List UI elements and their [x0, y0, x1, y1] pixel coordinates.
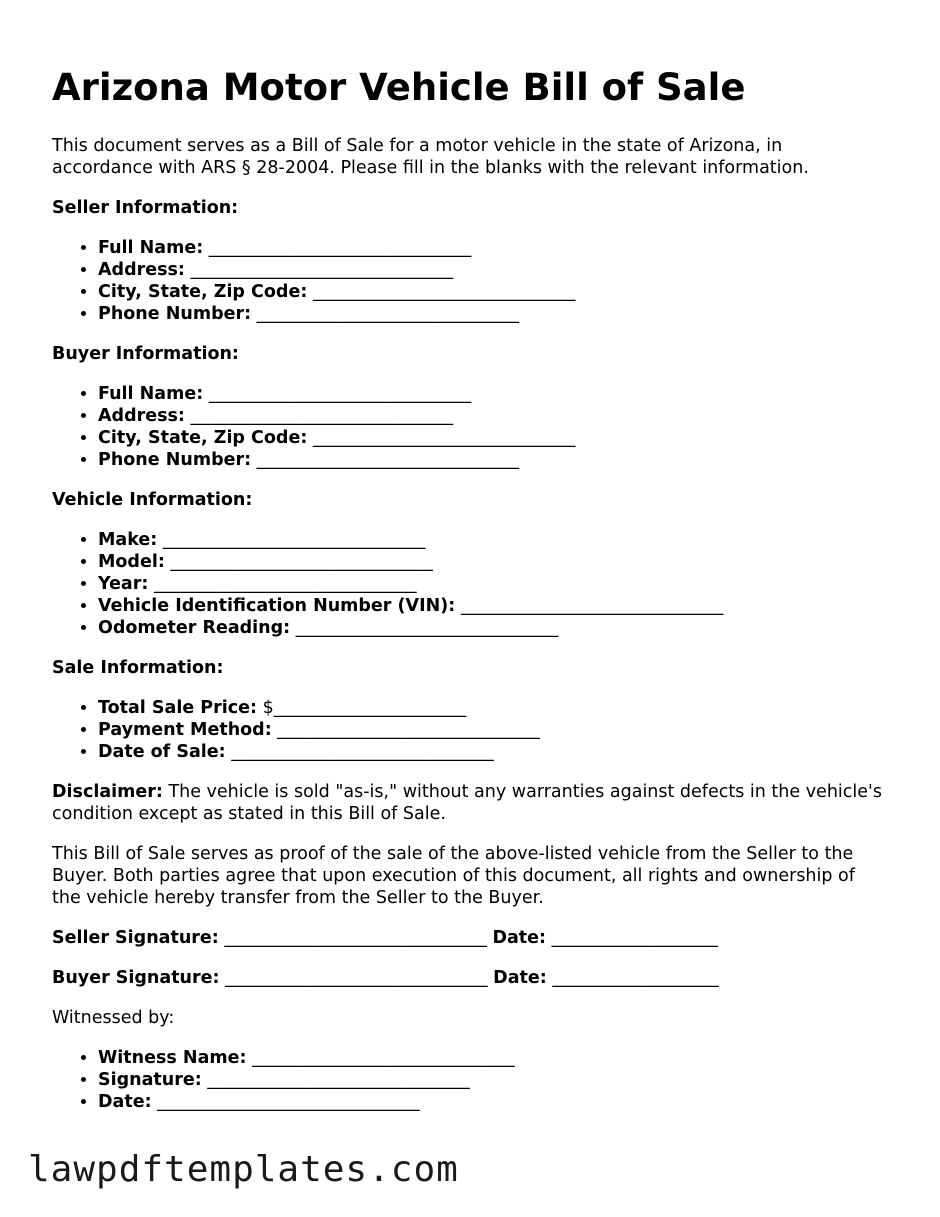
field-label: Phone Number: [98, 450, 252, 470]
disclaimer-text: The vehicle is sold "as-is," without any warranties against defects in the vehicle's condition except as stated in this Bill of Sale. [52, 782, 882, 824]
field-label: Address: [98, 260, 185, 280]
vehicle-heading: Vehicle Information: [52, 490, 253, 510]
buyer-date-blank: ___________________ [552, 968, 719, 988]
field-label: Witness Name: [98, 1048, 247, 1068]
field-label: Total Sale Price: [98, 698, 257, 718]
proof-paragraph: This Bill of Sale serves as proof of the sale of the above-listed vehicle from the Seller to the Buyer. Both parties agree that upon execution of this document, all rights and ownership of the vehicle hereby transfer from the Seller to the Buyer. [52, 844, 855, 908]
buyer-signature-blank: ______________________________ [225, 968, 488, 988]
field-label: Odometer Reading: [98, 618, 291, 638]
field-label: Make: [98, 530, 158, 550]
seller-date-label: Date: [492, 928, 547, 948]
seller-date-blank: ___________________ [551, 928, 718, 948]
vehicle-vin-field[interactable] [98, 595, 882, 617]
witness-name-field[interactable] [98, 1047, 882, 1069]
field-label: Model: [98, 552, 165, 572]
field-label: City, State, Zip Code: [98, 282, 308, 302]
field-label: Payment Method: [98, 720, 272, 740]
site-watermark: lawpdftemplates.com [28, 1149, 459, 1190]
document-title: Arizona Motor Vehicle Bill of Sale [52, 66, 746, 109]
seller-signature-line[interactable] [52, 927, 882, 949]
seller-signature-label: Seller Signature: [52, 928, 219, 948]
witness-signature-field[interactable] [98, 1069, 882, 1091]
field-blank: ______________________________ [153, 574, 417, 594]
seller-full-name-field[interactable] [98, 237, 882, 259]
sale-date-field[interactable] [98, 741, 882, 763]
field-label: Signature: [98, 1070, 202, 1090]
field-blank: ______________________________ [208, 238, 472, 258]
field-label: Full Name: [98, 238, 204, 258]
buyer-address-field[interactable] [98, 405, 882, 427]
field-label: Year: [98, 574, 149, 594]
intro-paragraph: This document serves as a Bill of Sale for a motor vehicle in the state of Arizona, in accordance with ARS § 28-2004. Please fill in the blanks with the relevant information. [52, 136, 809, 178]
vehicle-model-field[interactable] [98, 551, 882, 573]
sale-payment-method-field[interactable] [98, 719, 882, 741]
field-blank: ______________________________ [207, 1070, 470, 1090]
seller-list [52, 237, 882, 325]
field-blank: ______________________________ [312, 428, 576, 448]
sale-price-field[interactable] [98, 697, 882, 719]
buyer-city-state-zip-field[interactable] [98, 427, 882, 449]
seller-city-state-zip-field[interactable] [98, 281, 882, 303]
buyer-date-label: Date: [493, 968, 547, 988]
field-blank: ______________________________ [295, 618, 559, 638]
vehicle-make-field[interactable] [98, 529, 882, 551]
field-label: Date of Sale: [98, 742, 226, 762]
vehicle-list [52, 529, 882, 639]
seller-signature-blank: ______________________________ [224, 928, 487, 948]
buyer-signature-line[interactable] [52, 967, 882, 989]
field-blank: ______________________________ [256, 304, 520, 324]
field-blank: ______________________________ [256, 450, 520, 470]
buyer-signature-label: Buyer Signature: [52, 968, 220, 988]
field-blank: ______________________________ [231, 742, 494, 762]
witness-list [52, 1047, 882, 1113]
vehicle-year-field[interactable] [98, 573, 882, 595]
field-blank: ______________________________ [190, 260, 454, 280]
field-blank: ______________________________ [252, 1048, 515, 1068]
buyer-phone-field[interactable] [98, 449, 882, 471]
field-blank: ______________________________ [208, 384, 472, 404]
seller-heading: Seller Information: [52, 198, 239, 218]
field-label: Full Name: [98, 384, 204, 404]
document-page [52, 66, 882, 1131]
field-blank: ______________________________ [277, 720, 540, 740]
field-label: Date: [98, 1092, 152, 1112]
field-label: Vehicle Identification Number (VIN): [98, 596, 456, 616]
field-blank: $______________________ [262, 698, 467, 718]
buyer-list [52, 383, 882, 471]
field-blank: ______________________________ [460, 596, 724, 616]
field-label: Phone Number: [98, 304, 252, 324]
field-blank: ______________________________ [170, 552, 433, 572]
disclaimer-label: Disclaimer: [52, 782, 163, 802]
seller-phone-field[interactable] [98, 303, 882, 325]
disclaimer-paragraph [52, 781, 882, 825]
seller-address-field[interactable] [98, 259, 882, 281]
witness-date-field[interactable] [98, 1091, 882, 1113]
field-blank: ______________________________ [312, 282, 576, 302]
field-blank: ______________________________ [162, 530, 426, 550]
vehicle-odometer-field[interactable] [98, 617, 882, 639]
buyer-full-name-field[interactable] [98, 383, 882, 405]
field-blank: ______________________________ [190, 406, 454, 426]
field-blank: ______________________________ [157, 1092, 420, 1112]
field-label: Address: [98, 406, 185, 426]
witness-heading: Witnessed by: [52, 1008, 175, 1028]
sale-heading: Sale Information: [52, 658, 224, 678]
field-label: City, State, Zip Code: [98, 428, 308, 448]
sale-list [52, 697, 882, 763]
buyer-heading: Buyer Information: [52, 344, 239, 364]
